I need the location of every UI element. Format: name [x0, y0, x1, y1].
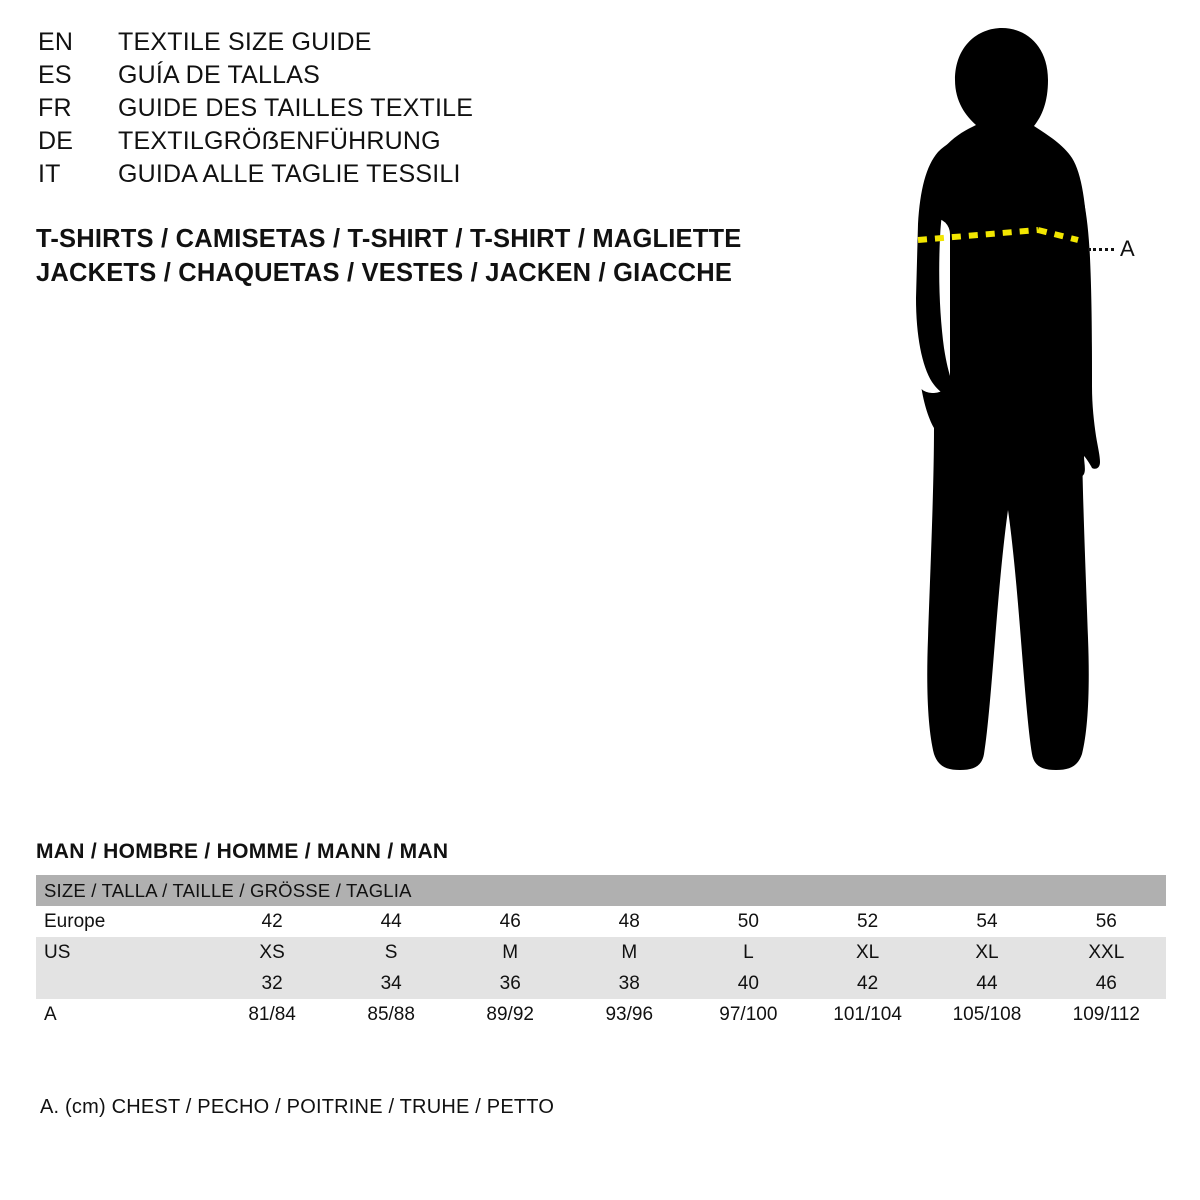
table-cell: 93/96 [570, 999, 689, 1030]
table-cell: M [570, 937, 689, 968]
table-cell: 48 [570, 906, 689, 937]
language-code: DE [38, 127, 74, 155]
size-table-section [36, 840, 1166, 1030]
body-figure [820, 18, 1180, 798]
table-row [36, 999, 1166, 1030]
row-label: A [36, 999, 213, 1030]
size-table-group-title: MAN / HOMBRE / HOMME / MANN / MAN [36, 840, 449, 863]
language-row [38, 94, 738, 127]
row-label [36, 968, 213, 999]
table-cell: XL [927, 937, 1046, 968]
language-title: GUIDE DES TAILLES TEXTILE [118, 94, 474, 122]
table-cell: 56 [1047, 906, 1166, 937]
table-cell: 42 [213, 906, 332, 937]
table-cell: XS [213, 937, 332, 968]
table-cell: 40 [689, 968, 808, 999]
table-header-row [36, 875, 1166, 906]
table-cell: 50 [689, 906, 808, 937]
measure-leader-line [1088, 248, 1114, 251]
table-cell: XL [808, 937, 927, 968]
language-row [38, 28, 738, 61]
language-title: TEXTILGRÖẞENFÜHRUNG [118, 127, 441, 155]
table-cell: 89/92 [451, 999, 570, 1030]
table-cell: 34 [332, 968, 451, 999]
language-code: ES [38, 61, 72, 89]
table-cell: L [689, 937, 808, 968]
table-cell: 42 [808, 968, 927, 999]
table-cell: 101/104 [808, 999, 927, 1030]
table-cell: XXL [1047, 937, 1166, 968]
table-cell: 97/100 [689, 999, 808, 1030]
table-cell: 52 [808, 906, 927, 937]
table-cell: M [451, 937, 570, 968]
category-tshirts: T-SHIRTS / CAMISETAS / T-SHIRT / T-SHIRT / MAGLIETTE [36, 225, 742, 253]
language-title: GUÍA DE TALLAS [118, 61, 320, 89]
table-cell: 81/84 [213, 999, 332, 1030]
table-cell: 46 [451, 906, 570, 937]
table-cell: 85/88 [332, 999, 451, 1030]
table-cell: S [332, 937, 451, 968]
table-cell: 44 [927, 968, 1046, 999]
language-row [38, 160, 738, 193]
table-cell: 46 [1047, 968, 1166, 999]
language-code: IT [38, 160, 61, 188]
category-jackets: JACKETS / CHAQUETAS / VESTES / JACKEN / GIACCHE [36, 259, 733, 287]
table-cell: 109/112 [1047, 999, 1166, 1030]
table-row [36, 968, 1166, 999]
measure-label-a: A [1120, 236, 1136, 261]
language-code: FR [38, 94, 72, 122]
table-cell: 105/108 [927, 999, 1046, 1030]
table-cell: 32 [213, 968, 332, 999]
garment-category-list [36, 222, 796, 290]
row-label: US [36, 937, 213, 968]
language-title: GUIDA ALLE TAGLIE TESSILI [118, 160, 461, 188]
size-table [36, 875, 1166, 1030]
table-cell: 36 [451, 968, 570, 999]
table-cell: 38 [570, 968, 689, 999]
table-row [36, 937, 1166, 968]
table-cell: 44 [332, 906, 451, 937]
language-title-list [38, 28, 738, 193]
table-footnote: A. (cm) CHEST / PECHO / POITRINE / TRUHE / PETTO [40, 1096, 555, 1118]
language-code: EN [38, 28, 74, 56]
table-header-label: SIZE / TALLA / TAILLE / GRÖSSE / TAGLIA [36, 875, 1166, 906]
table-row [36, 906, 1166, 937]
table-cell: 54 [927, 906, 1046, 937]
male-silhouette-icon [820, 18, 1180, 798]
language-row [38, 61, 738, 94]
language-row [38, 127, 738, 160]
row-label: Europe [36, 906, 213, 937]
language-title: TEXTILE SIZE GUIDE [118, 28, 372, 56]
